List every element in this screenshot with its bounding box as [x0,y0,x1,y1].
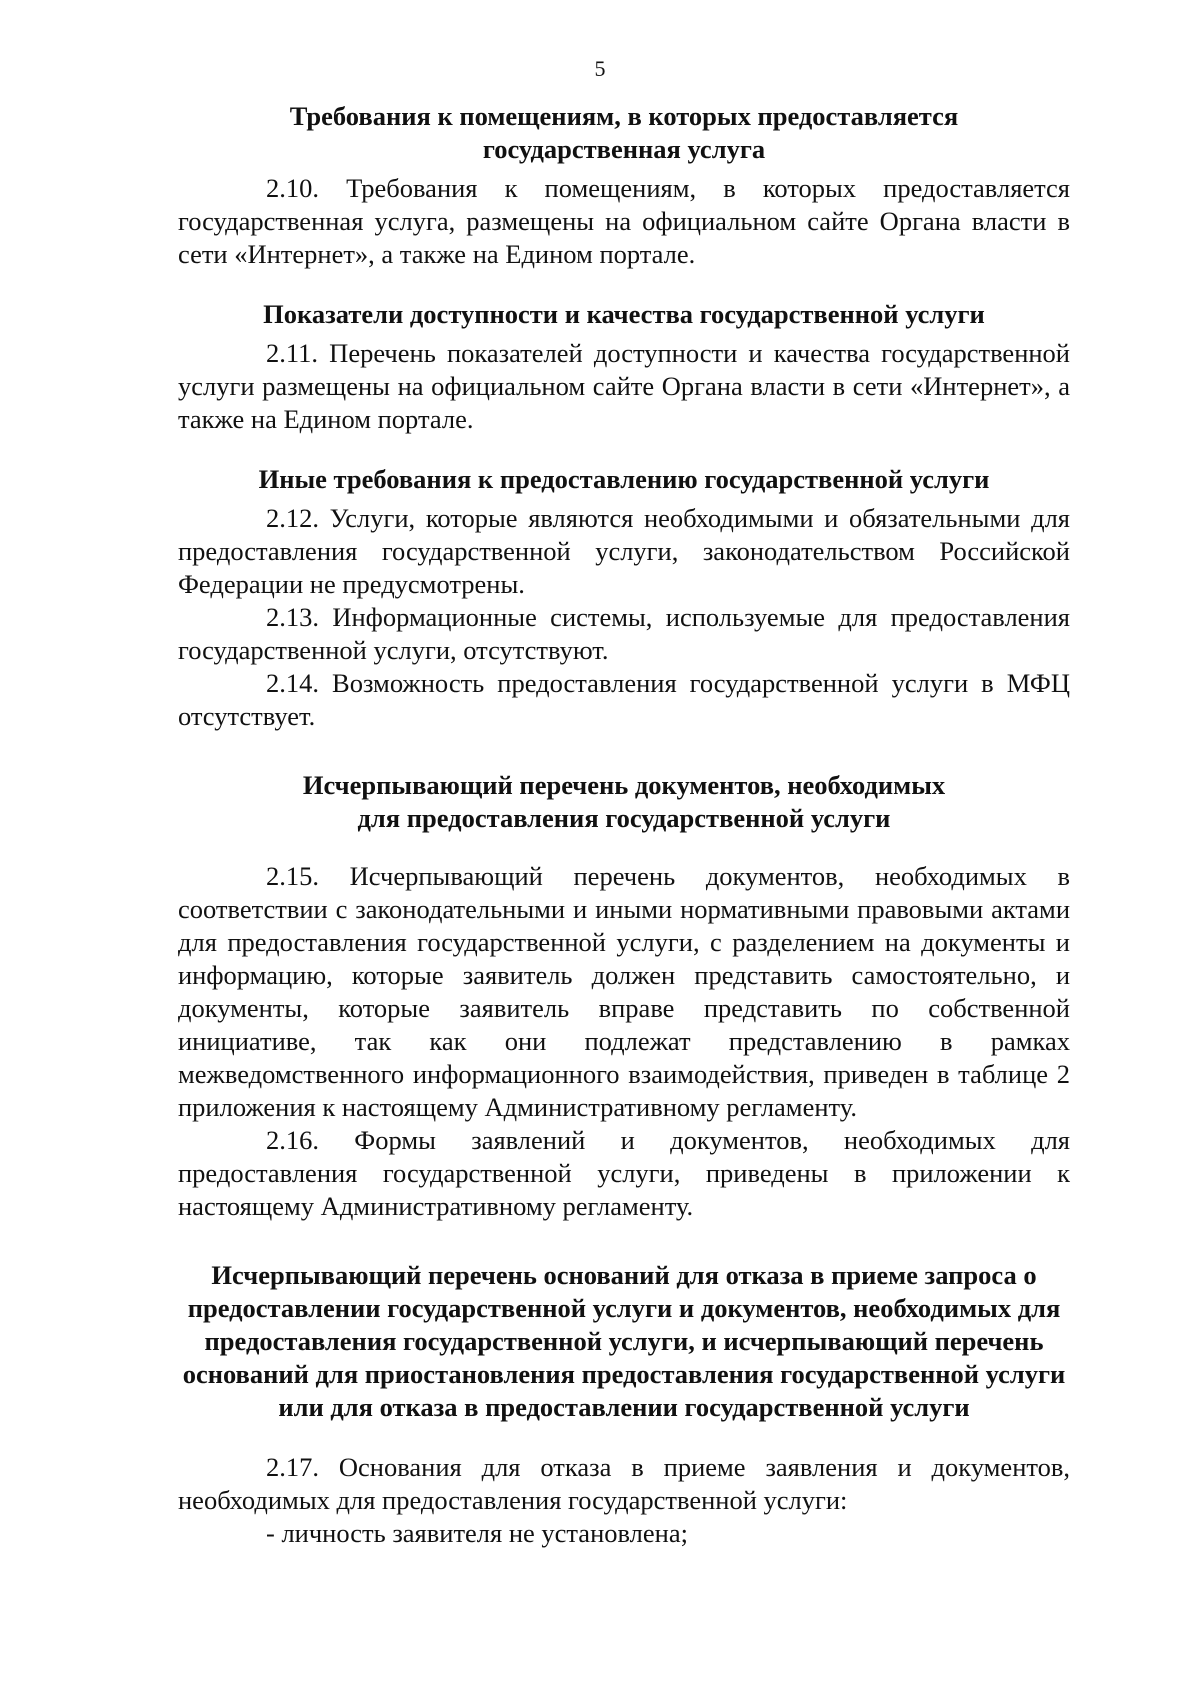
document-body [178,100,1070,1550]
heading-line: для предоставления государственной услуги [357,803,891,833]
heading-line: Исчерпывающий перечень оснований для отказа в приеме запроса о [211,1260,1037,1290]
heading-line: предоставлении государственной услуги и документов, необходимых для [187,1293,1061,1323]
heading-line: Требования к помещениям, в которых предоставляется [289,101,959,131]
section-heading-documents-list [178,769,1070,835]
heading-line: оснований для приостановления предоставления государственной услуги [182,1359,1066,1389]
section-heading-accessibility-indicators [178,298,1070,331]
paragraph-2-13: 2.13. Информационные системы, используемые для предоставления государственной услуги, отсутствуют. [178,602,1070,665]
paragraph-2-15: 2.15. Исчерпывающий перечень документов, необходимых в соответствии с законодательными и иными нормативными правовыми актами для предоставления государственной услуги, с разделением на документы и информацию, которые заявитель должен представить самостоятельно, и документы, которые заявитель вправе представить по собственной инициативе, так как они подлежат представлению в рамках межведомственного информационного взаимодействия, приведен в таблице 2 приложения к настоящему Административному регламенту. [178,861,1070,1122]
heading-line: или для отказа в предоставлении государственной услуги [278,1392,970,1422]
heading-line: предоставления государственной услуги, и исчерпывающий перечень [204,1326,1044,1356]
paragraph-2-16: 2.16. Формы заявлений и документов, необходимых для предоставления государственной услуги, приведены в приложении к настоящему Административному регламенту. [178,1125,1070,1221]
section-heading-premises-requirements [178,100,1070,166]
heading-line: Показатели доступности и качества государственной услуги [263,299,985,329]
page-number: 5 [594,56,606,81]
section-heading-refusal-grounds [178,1259,1070,1424]
heading-line: государственная услуга [482,134,766,164]
section-heading-other-requirements [178,463,1070,496]
paragraph-2-11: 2.11. Перечень показателей доступности и качества государственной услуги размещены на официальном сайте Органа власти в сети «Интернет», а также на Едином портале. [178,338,1070,434]
paragraph-2-17: 2.17. Основания для отказа в приеме заявления и документов, необходимых для предоставления государственной услуги: [178,1452,1070,1515]
paragraph-2-12: 2.12. Услуги, которые являются необходимыми и обязательными для предоставления государственной услуги, законодательством Российской Федерации не предусмотрены. [178,503,1070,599]
list-item: - личность заявителя не установлена; [266,1518,688,1548]
paragraph-2-14: 2.14. Возможность предоставления государственной услуги в МФЦ отсутствует. [178,668,1070,731]
paragraph-2-10: 2.10. Требования к помещениям, в которых предоставляется государственная услуга, размещены на официальном сайте Органа власти в сети «Интернет», а также на Едином портале. [178,173,1070,269]
heading-line: Иные требования к предоставлению государственной услуги [258,464,990,494]
heading-line: Исчерпывающий перечень документов, необходимых [302,770,946,800]
